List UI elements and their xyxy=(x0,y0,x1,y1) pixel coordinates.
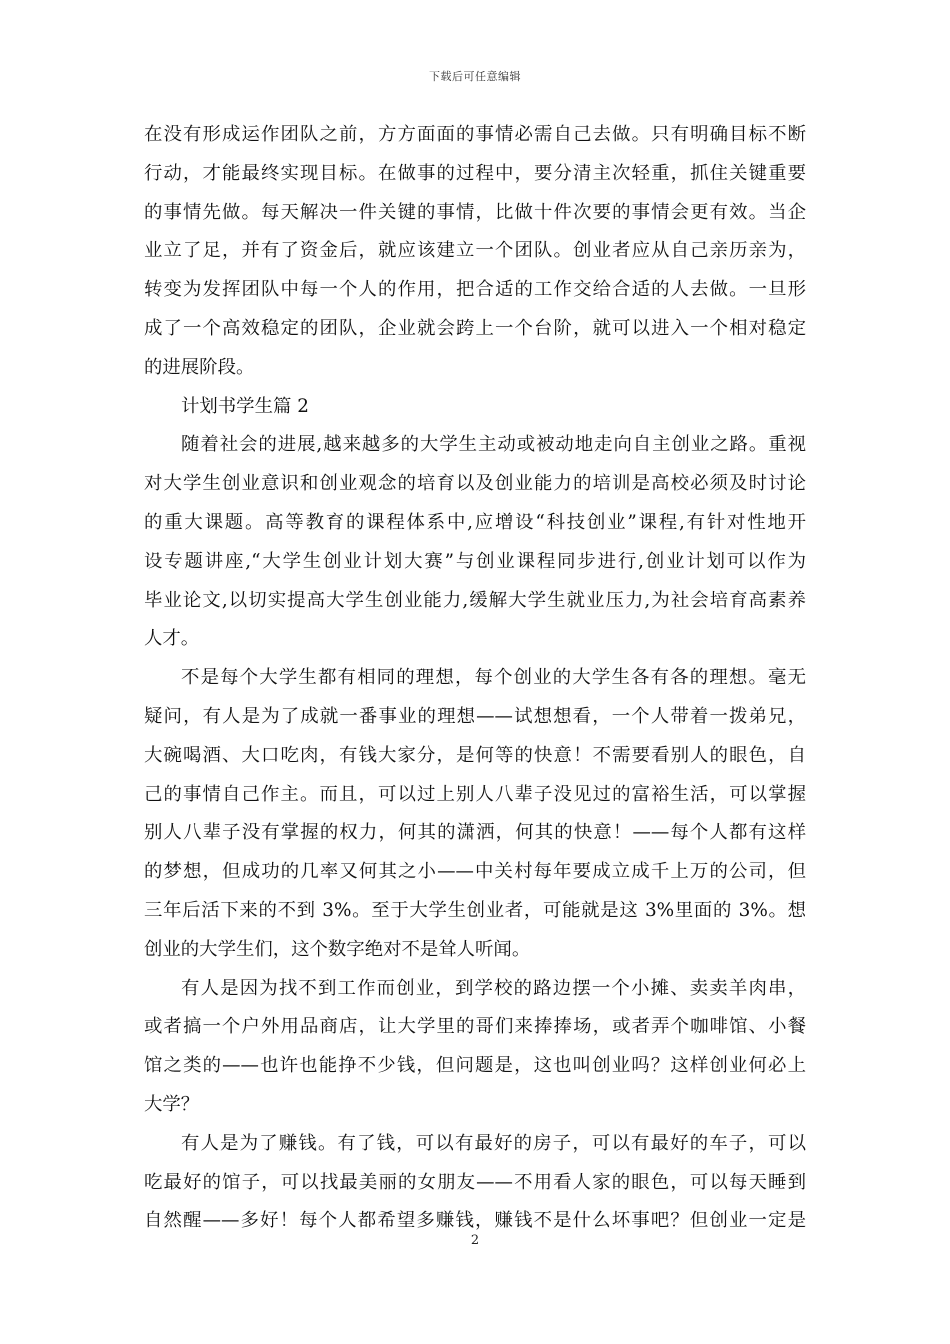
text-line: 有人是因为找不到工作而创业，到学校的路边摆一个小摊、卖卖羊肉串， xyxy=(181,977,806,999)
text-line: 馆之类的——也许也能挣不少钱，但问题是，这也叫创业吗？这样创业何必上 xyxy=(144,1055,806,1077)
paragraph-money xyxy=(144,1125,806,1241)
text-line: 不是每个大学生都有相同的理想，每个创业的大学生各有各的理想。毫无 xyxy=(181,667,806,689)
text-line: 疑问，有人是为了成就一番事业的理想——试想想看，一个人带着一拨弟兄， xyxy=(144,705,806,727)
text-line: 成了一个高效稳定的团队，企业就会跨上一个台阶，就可以进入一个相对稳定 xyxy=(144,317,806,339)
text-line: 业立了足，并有了资金后，就应该建立一个团队。创业者应从自己亲历亲为， xyxy=(144,240,806,262)
text-line: 己的事情自己作主。而且，可以过上别人八辈子没见过的富裕生活，可以掌握 xyxy=(144,783,806,805)
text-line: 转变为发挥团队中每一个人的作用，把合适的工作交给合适的人去做。一旦形 xyxy=(144,279,806,301)
text-line: 别人八辈子没有掌握的权力，何其的潇洒，何其的快意！——每个人都有这样 xyxy=(144,822,806,844)
text-line: 的进展阶段。 xyxy=(144,356,255,378)
section-title: 计划书学生篇 2 xyxy=(181,395,309,417)
text-line: 自然醒——多好！每个人都希望多赚钱，赚钱不是什么坏事吧？但创业一定是 xyxy=(144,1210,806,1232)
text-line: 的梦想，但成功的几率又何其之小——中关村每年要成立成千上万的公司，但 xyxy=(144,861,806,883)
paragraph-ideals xyxy=(144,659,806,969)
page-header: 下载后可任意编辑 xyxy=(429,70,521,83)
paragraph-entrepreneurship-education xyxy=(144,426,806,659)
text-line: 人才。 xyxy=(144,628,200,650)
text-line: 在没有形成运作团队之前，方方面面的事情必需自己去做。只有明确目标不断 xyxy=(144,124,806,145)
paragraph-no-job xyxy=(144,970,806,1125)
document-body xyxy=(144,116,806,1241)
text-line: 随着社会的进展,越来越多的大学生主动或被动地走向自主创业之路。重视 xyxy=(181,434,806,456)
text-line: 行动，才能最终实现目标。在做事的过程中，要分清主次轻重，抓住关键重要 xyxy=(144,162,806,184)
section-heading xyxy=(144,388,806,427)
text-line: 吃最好的馆子，可以找最美丽的女朋友——不用看人家的眼色，可以每天睡到 xyxy=(144,1171,806,1193)
text-line: 毕业论文,以切实提高大学生创业能力,缓解大学生就业压力,为社会培育高素养 xyxy=(144,589,806,611)
text-line: 设专题讲座,“大学生创业计划大赛”与创业课程同步进行,创业计划可以作为 xyxy=(144,550,806,572)
text-line: 大学？ xyxy=(144,1093,200,1115)
page-number: 2 xyxy=(470,1233,480,1248)
text-line: 的事情先做。每天解决一件关键的事情，比做十件次要的事情会更有效。当企 xyxy=(144,201,806,223)
text-line: 大碗喝酒、大口吃肉，有钱大家分，是何等的快意！不需要看别人的眼色，自 xyxy=(144,744,806,766)
text-line: 对大学生创业意识和创业观念的培育以及创业能力的培训是高校必须及时讨论 xyxy=(144,473,806,495)
paragraph-team-building xyxy=(144,116,806,388)
text-line: 的重大课题。高等教育的课程体系中,应增设“科技创业”课程,有针对性地开 xyxy=(144,511,806,533)
text-line: 创业的大学生们，这个数字绝对不是耸人听闻。 xyxy=(144,938,531,960)
text-line: 或者搞一个户外用品商店，让大学里的哥们来捧捧场，或者弄个咖啡馆、小餐 xyxy=(144,1016,806,1038)
text-line: 有人是为了赚钱。有了钱，可以有最好的房子，可以有最好的车子，可以 xyxy=(181,1132,806,1154)
text-line: 三年后活下来的不到 3%。至于大学生创业者，可能就是这 3%里面的 3%。想 xyxy=(144,899,806,921)
